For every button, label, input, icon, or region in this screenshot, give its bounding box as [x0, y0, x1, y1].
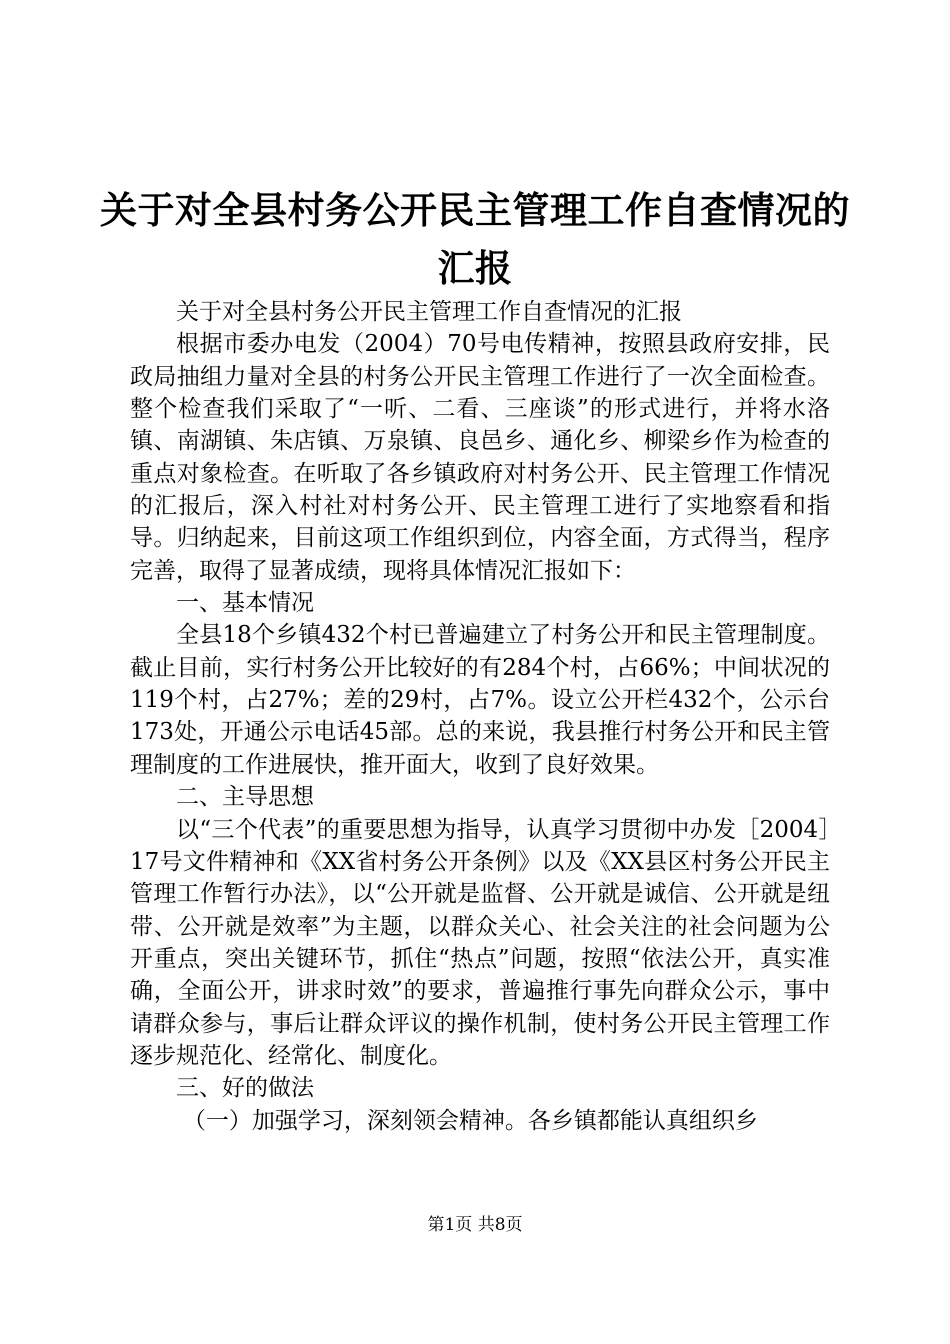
section-heading-basic-situation: 一、基本情况: [176, 590, 314, 617]
section-heading-good-practices: 三、好的做法: [176, 1075, 314, 1102]
section-heading-guiding-ideology: 二、主导思想: [176, 784, 314, 811]
paragraph-subtitle: 关于对全县村务公开民主管理工作自查情况的汇报: [176, 299, 682, 325]
paragraph-good-practices-1: （一）加强学习，深刻领会精神。各乡镇都能认真组织乡: [182, 1107, 758, 1134]
paragraph-basic-situation: 全县18个乡镇432个村已普遍建立了村务公开和民主管理制度。截止目前，实行村务公开比较好的有284个村，占66%；中间状况的119个村，占27%；差的29村，占7%。设立公开栏432个，公示台173处，开通公示电话45部。总的来说，我县推行村务公开和民主管理制度的工作进展快，推开面大，收到了良好效果。: [130, 622, 830, 778]
document-body: [130, 296, 830, 1137]
page-footer: 第1页 共8页: [427, 1215, 523, 1235]
paragraph-guiding-ideology: 以“三个代表”的重要思想为指导，认真学习贯彻中办发［2004］17号文件精神和《XX省村务公开条例》以及《XX县区村务公开民主管理工作暂行办法》，以“公开就是监督、公开就是诚信、公开就是纽带、公开就是效率”为主题，以群众关心、社会关注的社会问题为公开重点，突出关键环节，抓住“热点”问题，按照“依法公开，真实准确，全面公开，讲求时效”的要求，普遍推行事先向群众公示，事中请群众参与，事后让群众评议的操作机制，使村务公开民主管理工作逐步规范化、经常化、制度化。: [130, 816, 830, 1069]
document-title-line-1: 关于对全县村务公开民主管理工作自查情况的: [100, 189, 850, 232]
document-title-line-2: 汇报: [437, 247, 513, 290]
paragraph-intro: 根据市委办电发（2004）70号电传精神，按照县政府安排，民政局抽组力量对全县的村务公开民主管理工作进行了一次全面检查。整个检查我们采取了“一听、二看、三座谈”的形式进行，并将水洛镇、南湖镇、朱店镇、万泉镇、良邑乡、通化乡、柳梁乡作为检查的重点对象检查。在听取了各乡镇政府对村务公开、民主管理工作情况的汇报后，深入村社对村务公开、民主管理工进行了实地察看和指导。归纳起来，目前这项工作组织到位，内容全面，方式得当，程序完善，取得了显著成绩，现将具体情况汇报如下：: [130, 331, 830, 584]
